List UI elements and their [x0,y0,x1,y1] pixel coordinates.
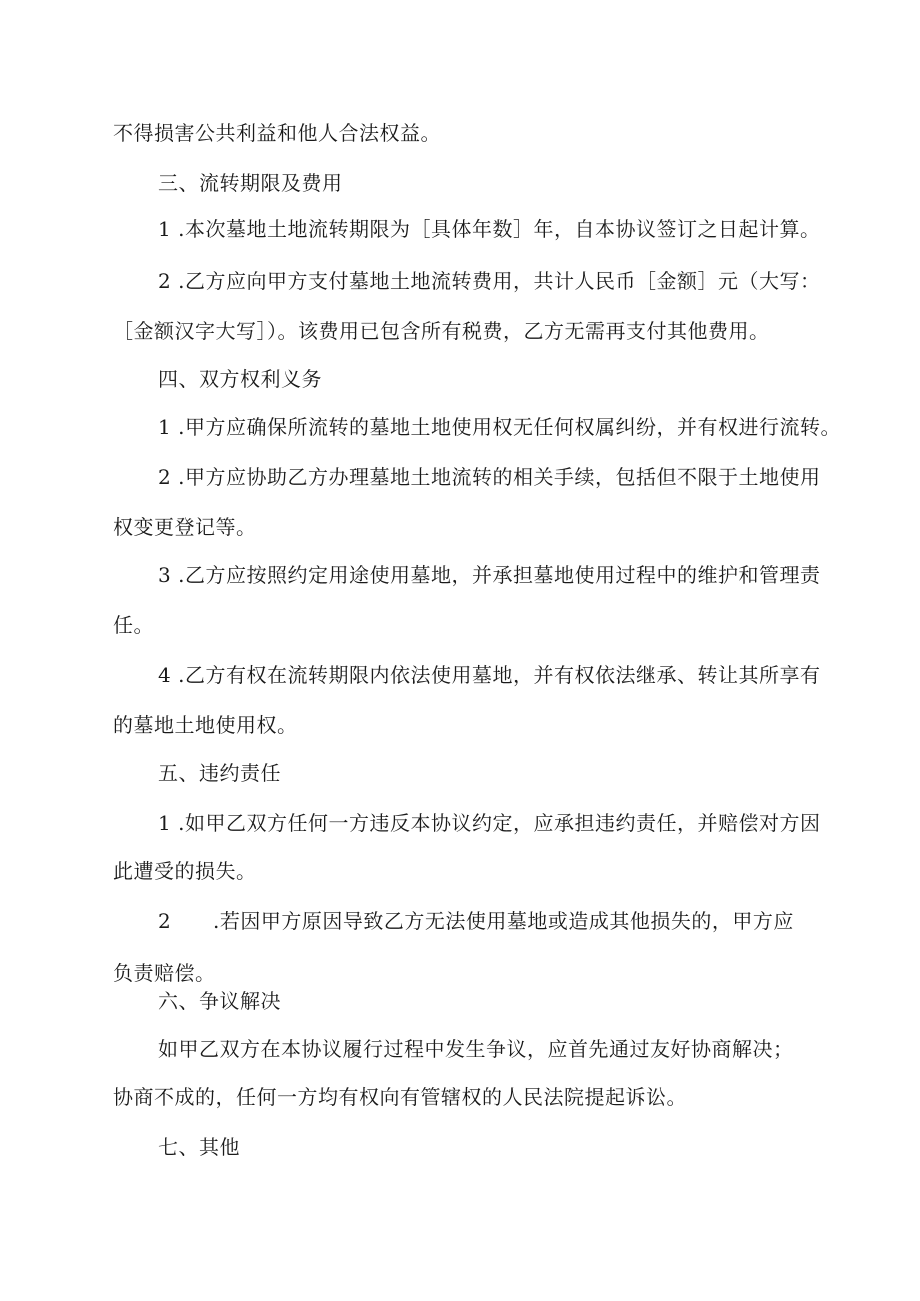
clause-item: .若因甲方原因导致乙方无法使用墓地或造成其他损失的，甲方应 [213,909,794,933]
text-line: 的墓地土地使用权。 [113,713,298,737]
text-line: 协商不成的，任何一方均有权向有管辖权的人民法院提起诉讼。 [113,1085,687,1109]
clause-item: 1 .甲方应确保所流转的墓地土地使用权无任何权属纠纷，并有权进行流转。 [158,415,841,439]
clause-item: 1 .如甲乙双方任何一方违反本协议约定，应承担违约责任，并赔偿对方因 [158,811,821,835]
text-line: 权变更登记等。 [113,515,257,539]
text-line: 任。 [113,613,154,637]
section-heading: 三、流转期限及费用 [158,171,343,195]
text-line: 不得损害公共利益和他人合法权益。 [113,121,441,145]
section-heading: 六、争议解决 [158,989,281,1013]
clause-item: 2 .甲方应协助乙方办理墓地土地流转的相关手续，包括但不限于土地使用 [158,465,821,489]
section-heading: 五、违约责任 [158,761,281,785]
text-line: 此遭受的损失。 [113,859,257,883]
text-line: 负责赔偿。 [113,961,216,985]
section-heading: 七、其他 [158,1135,240,1159]
clause-item: 4 .乙方有权在流转期限内依法使用墓地，并有权依法继承、转让其所享有 [158,663,821,687]
section-heading: 四、双方权利义务 [158,367,322,391]
clause-item: 2 .乙方应向甲方支付墓地土地流转费用，共计人民币［金额］元（大写： [158,269,821,293]
text-line: 如甲乙双方在本协议履行过程中发生争议，应首先通过友好协商解决； [158,1037,794,1061]
clause-item: 1 .本次墓地土地流转期限为［具体年数］年，自本协议签订之日起计算。 [158,217,821,241]
clause-number: 2 [158,909,172,933]
text-line: ［金额汉字大写］）。该费用已包含所有税费，乙方无需再支付其他费用。 [113,319,770,343]
clause-item: 3 .乙方应按照约定用途使用墓地，并承担墓地使用过程中的维护和管理责 [158,563,821,587]
